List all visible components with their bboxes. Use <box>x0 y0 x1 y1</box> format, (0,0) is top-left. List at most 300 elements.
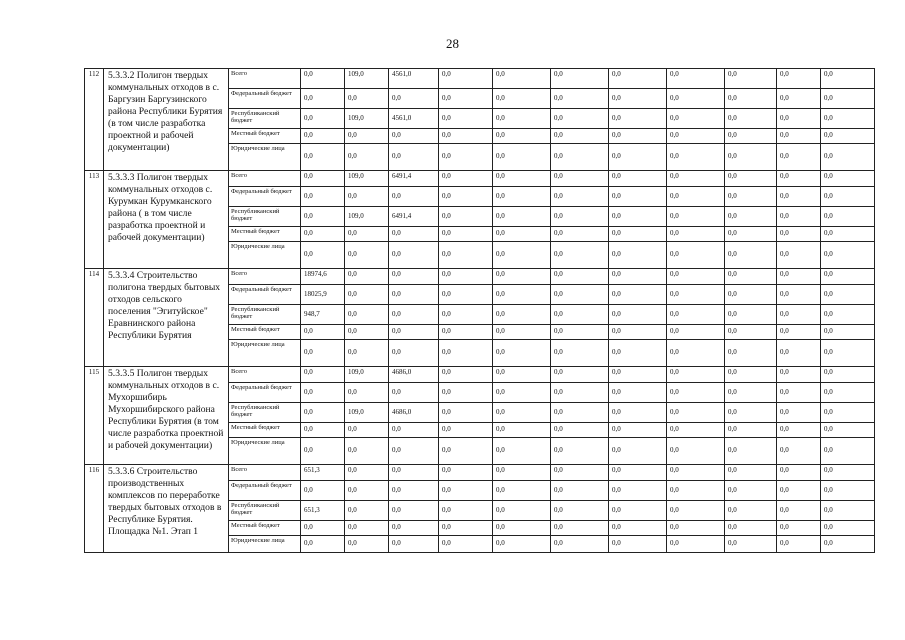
row-number: 112 <box>85 69 104 171</box>
value-cell: 0,0 <box>389 305 439 325</box>
value-cell: 0,0 <box>667 144 725 171</box>
value-cell: 0,0 <box>725 89 777 109</box>
value-cell: 0,0 <box>389 465 439 481</box>
value-cell: 0,0 <box>345 269 389 285</box>
value-cell: 0,0 <box>439 269 493 285</box>
value-cell: 0,0 <box>345 438 389 465</box>
value-cell: 0,0 <box>725 521 777 536</box>
value-cell: 0,0 <box>301 481 345 501</box>
value-cell: 0,0 <box>345 325 389 340</box>
value-cell: 0,0 <box>725 187 777 207</box>
value-cell: 0,0 <box>821 403 875 423</box>
value-cell: 0,0 <box>821 129 875 144</box>
value-cell: 6491,4 <box>389 171 439 187</box>
table-row <box>85 269 875 285</box>
project-name: 5.3.3.5 Полигон твердых коммунальных отходов в с. Мухоршибирь Мухоршибирского района Республики Бурятия (в том числе разработка проектной и рабочей документации) <box>104 367 229 465</box>
value-cell: 0,0 <box>551 227 609 242</box>
value-cell: 0,0 <box>667 227 725 242</box>
value-cell: 0,0 <box>301 403 345 423</box>
value-cell: 0,0 <box>551 423 609 438</box>
value-cell: 0,0 <box>439 129 493 144</box>
value-cell: 0,0 <box>439 305 493 325</box>
value-cell: 0,0 <box>777 269 821 285</box>
value-cell: 0,0 <box>821 69 875 89</box>
value-cell: 0,0 <box>725 171 777 187</box>
value-cell: 0,0 <box>493 285 551 305</box>
value-cell: 0,0 <box>439 383 493 403</box>
page-number: 28 <box>446 36 459 51</box>
value-cell: 0,0 <box>301 423 345 438</box>
value-cell: 0,0 <box>777 129 821 144</box>
value-cell: 0,0 <box>609 403 667 423</box>
value-cell: 0,0 <box>777 242 821 269</box>
value-cell: 0,0 <box>777 144 821 171</box>
value-cell: 0,0 <box>725 227 777 242</box>
value-cell: 0,0 <box>821 536 875 553</box>
value-cell: 0,0 <box>777 501 821 521</box>
value-cell: 0,0 <box>551 89 609 109</box>
value-cell: 0,0 <box>821 423 875 438</box>
funding-source: Республиканский бюджет <box>229 501 301 521</box>
value-cell: 0,0 <box>493 340 551 367</box>
value-cell: 0,0 <box>345 129 389 144</box>
value-cell: 0,0 <box>777 423 821 438</box>
value-cell: 0,0 <box>493 227 551 242</box>
value-cell: 0,0 <box>493 69 551 89</box>
value-cell: 0,0 <box>777 367 821 383</box>
value-cell: 0,0 <box>777 109 821 129</box>
value-cell: 0,0 <box>301 89 345 109</box>
value-cell: 0,0 <box>667 325 725 340</box>
value-cell: 0,0 <box>609 187 667 207</box>
value-cell: 18025,9 <box>301 285 345 305</box>
value-cell: 0,0 <box>609 340 667 367</box>
value-cell: 0,0 <box>551 109 609 129</box>
value-cell: 0,0 <box>301 367 345 383</box>
value-cell: 0,0 <box>821 187 875 207</box>
value-cell: 0,0 <box>439 109 493 129</box>
value-cell: 0,0 <box>551 465 609 481</box>
value-cell: 0,0 <box>439 423 493 438</box>
value-cell: 0,0 <box>609 481 667 501</box>
value-cell: 0,0 <box>301 207 345 227</box>
value-cell: 0,0 <box>777 481 821 501</box>
value-cell: 0,0 <box>667 269 725 285</box>
value-cell: 0,0 <box>551 481 609 501</box>
value-cell: 0,0 <box>609 129 667 144</box>
value-cell: 0,0 <box>493 305 551 325</box>
value-cell: 0,0 <box>667 305 725 325</box>
value-cell: 0,0 <box>493 269 551 285</box>
value-cell: 0,0 <box>821 89 875 109</box>
funding-source: Местный бюджет <box>229 521 301 536</box>
value-cell: 0,0 <box>725 207 777 227</box>
value-cell: 0,0 <box>821 171 875 187</box>
value-cell: 0,0 <box>389 383 439 403</box>
value-cell: 0,0 <box>821 383 875 403</box>
value-cell: 0,0 <box>389 536 439 553</box>
value-cell: 0,0 <box>725 325 777 340</box>
value-cell: 0,0 <box>439 403 493 423</box>
row-number: 114 <box>85 269 104 367</box>
value-cell: 0,0 <box>551 340 609 367</box>
value-cell: 0,0 <box>493 89 551 109</box>
value-cell: 0,0 <box>301 383 345 403</box>
value-cell: 0,0 <box>667 109 725 129</box>
value-cell: 0,0 <box>777 187 821 207</box>
value-cell: 0,0 <box>439 325 493 340</box>
value-cell: 0,0 <box>667 285 725 305</box>
value-cell: 0,0 <box>389 129 439 144</box>
value-cell: 0,0 <box>609 305 667 325</box>
value-cell: 0,0 <box>345 89 389 109</box>
value-cell: 109,0 <box>345 171 389 187</box>
value-cell: 0,0 <box>609 501 667 521</box>
value-cell: 0,0 <box>439 89 493 109</box>
value-cell: 109,0 <box>345 109 389 129</box>
value-cell: 0,0 <box>301 69 345 89</box>
value-cell: 0,0 <box>389 187 439 207</box>
funding-source: Республиканский бюджет <box>229 403 301 423</box>
value-cell: 0,0 <box>725 403 777 423</box>
value-cell: 0,0 <box>389 340 439 367</box>
value-cell: 4561,0 <box>389 69 439 89</box>
value-cell: 0,0 <box>821 144 875 171</box>
value-cell: 0,0 <box>551 187 609 207</box>
value-cell: 0,0 <box>725 144 777 171</box>
value-cell: 0,0 <box>667 481 725 501</box>
funding-source: Местный бюджет <box>229 423 301 438</box>
value-cell: 0,0 <box>667 438 725 465</box>
value-cell: 4686,0 <box>389 367 439 383</box>
value-cell: 0,0 <box>389 285 439 305</box>
value-cell: 0,0 <box>609 383 667 403</box>
value-cell: 0,0 <box>551 129 609 144</box>
value-cell: 0,0 <box>493 109 551 129</box>
funding-source: Юридические лица <box>229 438 301 465</box>
value-cell: 0,0 <box>389 144 439 171</box>
value-cell: 4686,0 <box>389 403 439 423</box>
value-cell: 0,0 <box>609 89 667 109</box>
value-cell: 0,0 <box>389 481 439 501</box>
value-cell: 0,0 <box>389 242 439 269</box>
value-cell: 0,0 <box>493 367 551 383</box>
value-cell: 0,0 <box>667 69 725 89</box>
value-cell: 0,0 <box>777 171 821 187</box>
funding-source: Федеральный бюджет <box>229 285 301 305</box>
value-cell: 0,0 <box>667 340 725 367</box>
value-cell: 0,0 <box>551 242 609 269</box>
value-cell: 0,0 <box>301 340 345 367</box>
value-cell: 0,0 <box>493 403 551 423</box>
funding-source: Местный бюджет <box>229 129 301 144</box>
value-cell: 0,0 <box>551 367 609 383</box>
value-cell: 0,0 <box>821 269 875 285</box>
value-cell: 0,0 <box>493 383 551 403</box>
value-cell: 0,0 <box>551 171 609 187</box>
value-cell: 0,0 <box>821 325 875 340</box>
value-cell: 0,0 <box>777 69 821 89</box>
value-cell: 0,0 <box>493 207 551 227</box>
value-cell: 0,0 <box>301 242 345 269</box>
value-cell: 0,0 <box>667 187 725 207</box>
table-row <box>85 367 875 383</box>
table-row <box>85 171 875 187</box>
value-cell: 0,0 <box>821 501 875 521</box>
value-cell: 0,0 <box>439 521 493 536</box>
value-cell: 0,0 <box>777 305 821 325</box>
value-cell: 0,0 <box>821 285 875 305</box>
funding-source: Республиканский бюджет <box>229 305 301 325</box>
value-cell: 0,0 <box>667 423 725 438</box>
value-cell: 0,0 <box>551 325 609 340</box>
value-cell: 0,0 <box>609 521 667 536</box>
value-cell: 0,0 <box>609 325 667 340</box>
value-cell: 0,0 <box>777 383 821 403</box>
value-cell: 0,0 <box>821 242 875 269</box>
value-cell: 0,0 <box>439 367 493 383</box>
value-cell: 0,0 <box>551 383 609 403</box>
value-cell: 0,0 <box>777 325 821 340</box>
value-cell: 0,0 <box>777 438 821 465</box>
value-cell: 0,0 <box>777 340 821 367</box>
value-cell: 0,0 <box>345 305 389 325</box>
value-cell: 0,0 <box>493 465 551 481</box>
value-cell: 109,0 <box>345 207 389 227</box>
value-cell: 948,7 <box>301 305 345 325</box>
value-cell: 0,0 <box>439 187 493 207</box>
value-cell: 0,0 <box>609 269 667 285</box>
value-cell: 0,0 <box>609 423 667 438</box>
funding-source: Местный бюджет <box>229 325 301 340</box>
value-cell: 0,0 <box>493 129 551 144</box>
project-name: 5.3.3.3 Полигон твердых коммунальных отходов с. Курумкан Курумканского района ( в том числе разработка проектной и рабочей документации) <box>104 171 229 269</box>
value-cell: 0,0 <box>725 340 777 367</box>
value-cell: 0,0 <box>821 227 875 242</box>
value-cell: 0,0 <box>667 89 725 109</box>
value-cell: 0,0 <box>777 89 821 109</box>
value-cell: 0,0 <box>667 383 725 403</box>
value-cell: 0,0 <box>777 536 821 553</box>
value-cell: 0,0 <box>493 171 551 187</box>
row-number: 116 <box>85 465 104 553</box>
funding-source: Всего <box>229 367 301 383</box>
value-cell: 0,0 <box>725 465 777 481</box>
value-cell: 651,3 <box>301 501 345 521</box>
value-cell: 0,0 <box>725 481 777 501</box>
funding-source: Всего <box>229 171 301 187</box>
value-cell: 0,0 <box>439 481 493 501</box>
value-cell: 0,0 <box>609 367 667 383</box>
project-name: 5.3.3.6 Строительство производственных комплексов по переработке твердых бытовых отходов в Республике Бурятия. Площадка №1. Этап 1 <box>104 465 229 553</box>
funding-source: Юридические лица <box>229 536 301 553</box>
value-cell: 0,0 <box>821 207 875 227</box>
value-cell: 0,0 <box>551 438 609 465</box>
value-cell: 0,0 <box>345 501 389 521</box>
value-cell: 0,0 <box>551 144 609 171</box>
project-name: 5.3.3.2 Полигон твердых коммунальных отходов в с. Баргузин Баргузинского района Республики Бурятия (в том числе разработка проектной и рабочей документации) <box>104 69 229 171</box>
value-cell: 0,0 <box>439 501 493 521</box>
value-cell: 0,0 <box>389 325 439 340</box>
value-cell: 0,0 <box>493 187 551 207</box>
value-cell: 0,0 <box>821 340 875 367</box>
value-cell: 0,0 <box>725 305 777 325</box>
funding-source: Местный бюджет <box>229 227 301 242</box>
funding-source: Юридические лица <box>229 242 301 269</box>
value-cell: 0,0 <box>725 109 777 129</box>
value-cell: 0,0 <box>821 465 875 481</box>
value-cell: 0,0 <box>551 305 609 325</box>
value-cell: 0,0 <box>725 129 777 144</box>
value-cell: 0,0 <box>821 438 875 465</box>
value-cell: 0,0 <box>345 521 389 536</box>
value-cell: 0,0 <box>301 144 345 171</box>
value-cell: 0,0 <box>301 129 345 144</box>
value-cell: 0,0 <box>725 501 777 521</box>
value-cell: 0,0 <box>821 109 875 129</box>
value-cell: 0,0 <box>345 144 389 171</box>
value-cell: 0,0 <box>345 227 389 242</box>
value-cell: 0,0 <box>609 109 667 129</box>
value-cell: 0,0 <box>439 465 493 481</box>
value-cell: 0,0 <box>667 465 725 481</box>
value-cell: 18974,6 <box>301 269 345 285</box>
funding-source: Всего <box>229 269 301 285</box>
value-cell: 651,3 <box>301 465 345 481</box>
value-cell: 0,0 <box>667 207 725 227</box>
value-cell: 0,0 <box>551 69 609 89</box>
value-cell: 0,0 <box>345 481 389 501</box>
funding-source: Федеральный бюджет <box>229 187 301 207</box>
value-cell: 0,0 <box>609 438 667 465</box>
value-cell: 0,0 <box>777 227 821 242</box>
value-cell: 0,0 <box>667 403 725 423</box>
value-cell: 0,0 <box>551 521 609 536</box>
value-cell: 0,0 <box>439 536 493 553</box>
value-cell: 0,0 <box>551 536 609 553</box>
value-cell: 0,0 <box>551 269 609 285</box>
value-cell: 0,0 <box>609 69 667 89</box>
table-row <box>85 465 875 481</box>
value-cell: 0,0 <box>725 242 777 269</box>
value-cell: 0,0 <box>389 423 439 438</box>
funding-source: Федеральный бюджет <box>229 383 301 403</box>
value-cell: 0,0 <box>301 109 345 129</box>
value-cell: 0,0 <box>609 285 667 305</box>
value-cell: 0,0 <box>777 521 821 536</box>
value-cell: 0,0 <box>609 207 667 227</box>
value-cell: 0,0 <box>389 501 439 521</box>
value-cell: 0,0 <box>439 144 493 171</box>
value-cell: 0,0 <box>609 171 667 187</box>
value-cell: 0,0 <box>667 129 725 144</box>
value-cell: 0,0 <box>777 403 821 423</box>
value-cell: 0,0 <box>609 227 667 242</box>
value-cell: 0,0 <box>439 438 493 465</box>
value-cell: 0,0 <box>667 501 725 521</box>
value-cell: 0,0 <box>725 536 777 553</box>
table-body <box>85 69 875 553</box>
value-cell: 0,0 <box>345 536 389 553</box>
value-cell: 0,0 <box>345 423 389 438</box>
value-cell: 0,0 <box>389 227 439 242</box>
funding-source: Федеральный бюджет <box>229 89 301 109</box>
value-cell: 0,0 <box>667 367 725 383</box>
value-cell: 0,0 <box>667 171 725 187</box>
value-cell: 0,0 <box>551 285 609 305</box>
value-cell: 0,0 <box>777 285 821 305</box>
value-cell: 0,0 <box>345 285 389 305</box>
budget-table <box>84 68 875 553</box>
value-cell: 0,0 <box>725 285 777 305</box>
value-cell: 0,0 <box>725 383 777 403</box>
value-cell: 0,0 <box>439 69 493 89</box>
value-cell: 0,0 <box>551 207 609 227</box>
value-cell: 0,0 <box>301 227 345 242</box>
value-cell: 0,0 <box>493 325 551 340</box>
value-cell: 0,0 <box>493 521 551 536</box>
value-cell: 0,0 <box>667 536 725 553</box>
funding-source: Всего <box>229 69 301 89</box>
value-cell: 0,0 <box>389 438 439 465</box>
value-cell: 0,0 <box>493 481 551 501</box>
value-cell: 0,0 <box>345 383 389 403</box>
value-cell: 0,0 <box>301 325 345 340</box>
value-cell: 0,0 <box>777 207 821 227</box>
value-cell: 0,0 <box>551 501 609 521</box>
value-cell: 0,0 <box>609 242 667 269</box>
funding-source: Республиканский бюджет <box>229 207 301 227</box>
value-cell: 109,0 <box>345 69 389 89</box>
value-cell: 0,0 <box>493 501 551 521</box>
value-cell: 0,0 <box>725 367 777 383</box>
value-cell: 0,0 <box>439 242 493 269</box>
value-cell: 0,0 <box>439 285 493 305</box>
funding-source: Всего <box>229 465 301 481</box>
value-cell: 0,0 <box>301 521 345 536</box>
value-cell: 0,0 <box>609 144 667 171</box>
value-cell: 0,0 <box>493 242 551 269</box>
value-cell: 0,0 <box>609 536 667 553</box>
project-name: 5.3.3.4 Строительство полигона твердых бытовых отходов сельского поселения "Эгитуйское" Еравнинского района Республики Бурятия <box>104 269 229 367</box>
value-cell: 0,0 <box>301 438 345 465</box>
value-cell: 0,0 <box>345 242 389 269</box>
value-cell: 4561,0 <box>389 109 439 129</box>
value-cell: 0,0 <box>725 269 777 285</box>
value-cell: 0,0 <box>725 423 777 438</box>
value-cell: 0,0 <box>389 521 439 536</box>
value-cell: 0,0 <box>821 367 875 383</box>
value-cell: 0,0 <box>821 481 875 501</box>
row-number: 115 <box>85 367 104 465</box>
value-cell: 0,0 <box>389 89 439 109</box>
value-cell: 0,0 <box>345 187 389 207</box>
value-cell: 0,0 <box>777 465 821 481</box>
value-cell: 0,0 <box>667 242 725 269</box>
value-cell: 0,0 <box>389 269 439 285</box>
value-cell: 0,0 <box>551 403 609 423</box>
value-cell: 0,0 <box>345 340 389 367</box>
value-cell: 0,0 <box>609 465 667 481</box>
value-cell: 0,0 <box>301 171 345 187</box>
value-cell: 0,0 <box>821 305 875 325</box>
value-cell: 0,0 <box>439 171 493 187</box>
value-cell: 6491,4 <box>389 207 439 227</box>
value-cell: 0,0 <box>345 465 389 481</box>
row-number: 113 <box>85 171 104 269</box>
funding-source: Юридические лица <box>229 340 301 367</box>
value-cell: 0,0 <box>821 521 875 536</box>
